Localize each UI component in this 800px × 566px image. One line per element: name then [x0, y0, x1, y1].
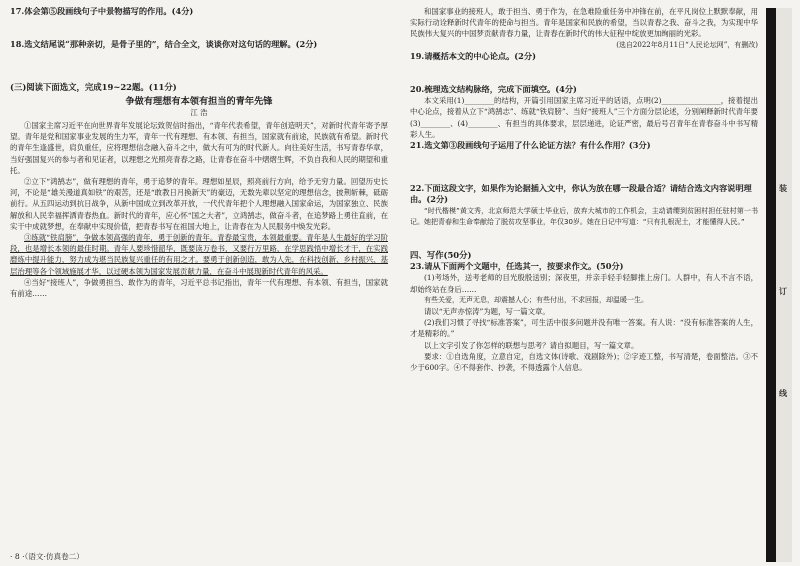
article-source: (选自2022年8月11日“人民论坛网”，有删改)	[616, 40, 758, 49]
topic-1-prompt: 请以“无声亦惊涛”为题，写一篇文章。	[424, 307, 550, 317]
question-22-quote: “时代楷模”黄文秀，北京师范大学硕士毕业后，放弃大城市的工作机会，主动请缨到贫困村担任驻村第一书记。她把青春和生命奉献给了脱贫攻坚事业，年仅30岁。她在日记中写道：“只有扎根泥土，才能懂得人民。”	[410, 206, 758, 226]
question-21: 21.选文第③段画线句子运用了什么论证方法？有什么作用？(3分)	[410, 140, 651, 151]
margin-mark-xian: 线	[779, 388, 787, 398]
question-22: 22.下面这段文字，如果作为论据插入文中，你认为放在哪一段最合适？请结合选文内容说明理由。(2分)	[410, 183, 752, 205]
section-3-heading: (三)阅读下面选文，完成19~22题。(11分)	[10, 82, 177, 93]
paragraph-2: ②立下“鸿鹄志”，做有理想的青年，勇于追梦的青年。理想如星辰，照亮前行方向，给予无穷力量。回望历史长河，不论是“雄关漫道真如铁”的艰苦，还是“敢教日月换新天”的豪迈，无数先辈以坚定的理想信念，披荆斩棘，砥砺前行。从五四运动到抗日战争，从新中国成立到改革开放，一代代青年把个人理想融入国家命运，为国家独立、民族解放和人民幸福挥洒青春热血。新时代的青年，应心怀“国之大者”，立鸿鹄志，做奋斗者，在追梦路上勇往直前，在实干中成就梦想，在奉献中实现价值，把青春书写在祖国大地上，让青春在为人民服务中焕发光彩。	[10, 177, 388, 231]
article-author: 江 浩	[190, 107, 208, 117]
question-20-body: 本文采用(1)________的结构，开篇引用国家主席习近平的话语，点明(2)________________，接着提出中心论点，接着从立下“鸿鹄志”、练就“铁肩膀”、当好“接班人”三个方面分层论述，分别阐释新时代青年要(3)________、(4)________、有担当的具体要求，层层递进，论证严密，最后号召青年在青春奋斗中书写精彩人生。	[410, 96, 758, 139]
question-18: 18.选文结尾说“那种亲切，是骨子里的”，结合全文，谈谈你对这句话的理解。(2分)	[10, 39, 318, 50]
writing-requirements: 要求：①自选角度，立意自定，自选文体(诗歌、戏剧除外)；②字迹工整，书写清楚，卷面整洁。③不少于600字。④不得套作、抄袭，不得透露个人信息。	[410, 351, 758, 373]
paragraph-4: ④当好“接班人”，争做勇担当、敢作为的青年，习近平总书记指出，青年一代有理想、有本领、有担当，国家就有前途……	[10, 277, 388, 299]
topic-1: (1)考场外，送考老师的目光殷殷送别；深夜里，并亲手轻手轻脚推上房门。人群中，有人不言不语，却始终站在身后……	[410, 273, 758, 294]
paragraph-1: ①国家主席习近平在向世界青年发展论坛致贺信时指出，“青年代表希望，青年创造明天”，对新时代青年寄予厚望。青年是党和国家事业发展的生力军，青年一代有理想、有本领、有担当，国家就有前途，民族就有希望。新时代的青年生逢盛世，肩负重任，应将理想信念融入奋斗之中，做大有可为的时代新人。向往美好生活，书写青春华章，当好强国复兴的参与者和见证者，以理想之光照亮青春之路，让青春在奋斗中熠熠生辉，不负自我和人民的期望和重托。	[10, 121, 388, 175]
topic-1-example: 有些关爱，无声无息，却震撼人心；有些付出，不求回报，却温暖一生。	[424, 295, 648, 304]
question-20: 20.梳理选文结构脉络，完成下面填空。(4分)	[410, 84, 577, 95]
section-4-heading: 四、写作(50分)	[410, 250, 472, 261]
margin-mark-ding: 订	[779, 286, 787, 296]
question-17: 17.体会第⑤段画线句子中景物描写的作用。(4分)	[10, 6, 194, 16]
paragraph-4-continued: 和国家事业的接班人，敢于担当、勇于作为，在急难险重任务中冲锋在前，在平凡岗位上默默奉献，用实际行动诠释新时代青年的使命与担当。青年是国家和民族的希望，当以青春之我、奋斗之我，为实现中华民族伟大复兴的中国梦贡献青春力量，让青春在新时代的伟大征程中绽放更加绚丽的光彩。	[410, 7, 758, 39]
question-19: 19.请概括本文的中心论点。(2分)	[410, 50, 536, 61]
binding-band	[766, 8, 776, 562]
page-footer: · 8 ·（语文·仿真卷二）	[10, 552, 84, 561]
article-title: 争做有理想有本领有担当的青年先锋	[125, 95, 273, 107]
topic-2: (2)我们习惯了寻找“标准答案”，可生活中很多问题并没有唯一答案。有人说：“没有标准答案的人生，才是精彩的。”	[410, 318, 758, 339]
left-column	[10, 6, 388, 299]
margin-mark-zhuang: 装	[779, 183, 787, 193]
question-23: 23.请从下面两个文题中，任选其一，按要求作文。(50分)	[410, 261, 624, 272]
paragraph-3: ③练就“铁肩膀”，争做本领高强的青年，勇于创新的青年。青春最宝贵，本领最重要。青年是人生最好的学习阶段，也是增长本领的最佳时期。青年人要珍惜韶华，既要读万卷书，又要行万里路，在学思践悟中增长才干，在实践磨炼中提升能力，努力成为堪当民族复兴重任的有用之才。要勇于创新创造，敢为人先，在科技创新、乡村振兴、基层治理等各个领域施展才华，以过硬本领为国家发展贡献力量，在奋斗中展现新时代青年的风采。	[10, 233, 388, 276]
topic-2-prompt: 以上文字引发了你怎样的联想与思考？请自拟题目，写一篇文章。	[424, 340, 639, 350]
right-column	[410, 6, 758, 373]
binding-margin	[766, 8, 792, 562]
